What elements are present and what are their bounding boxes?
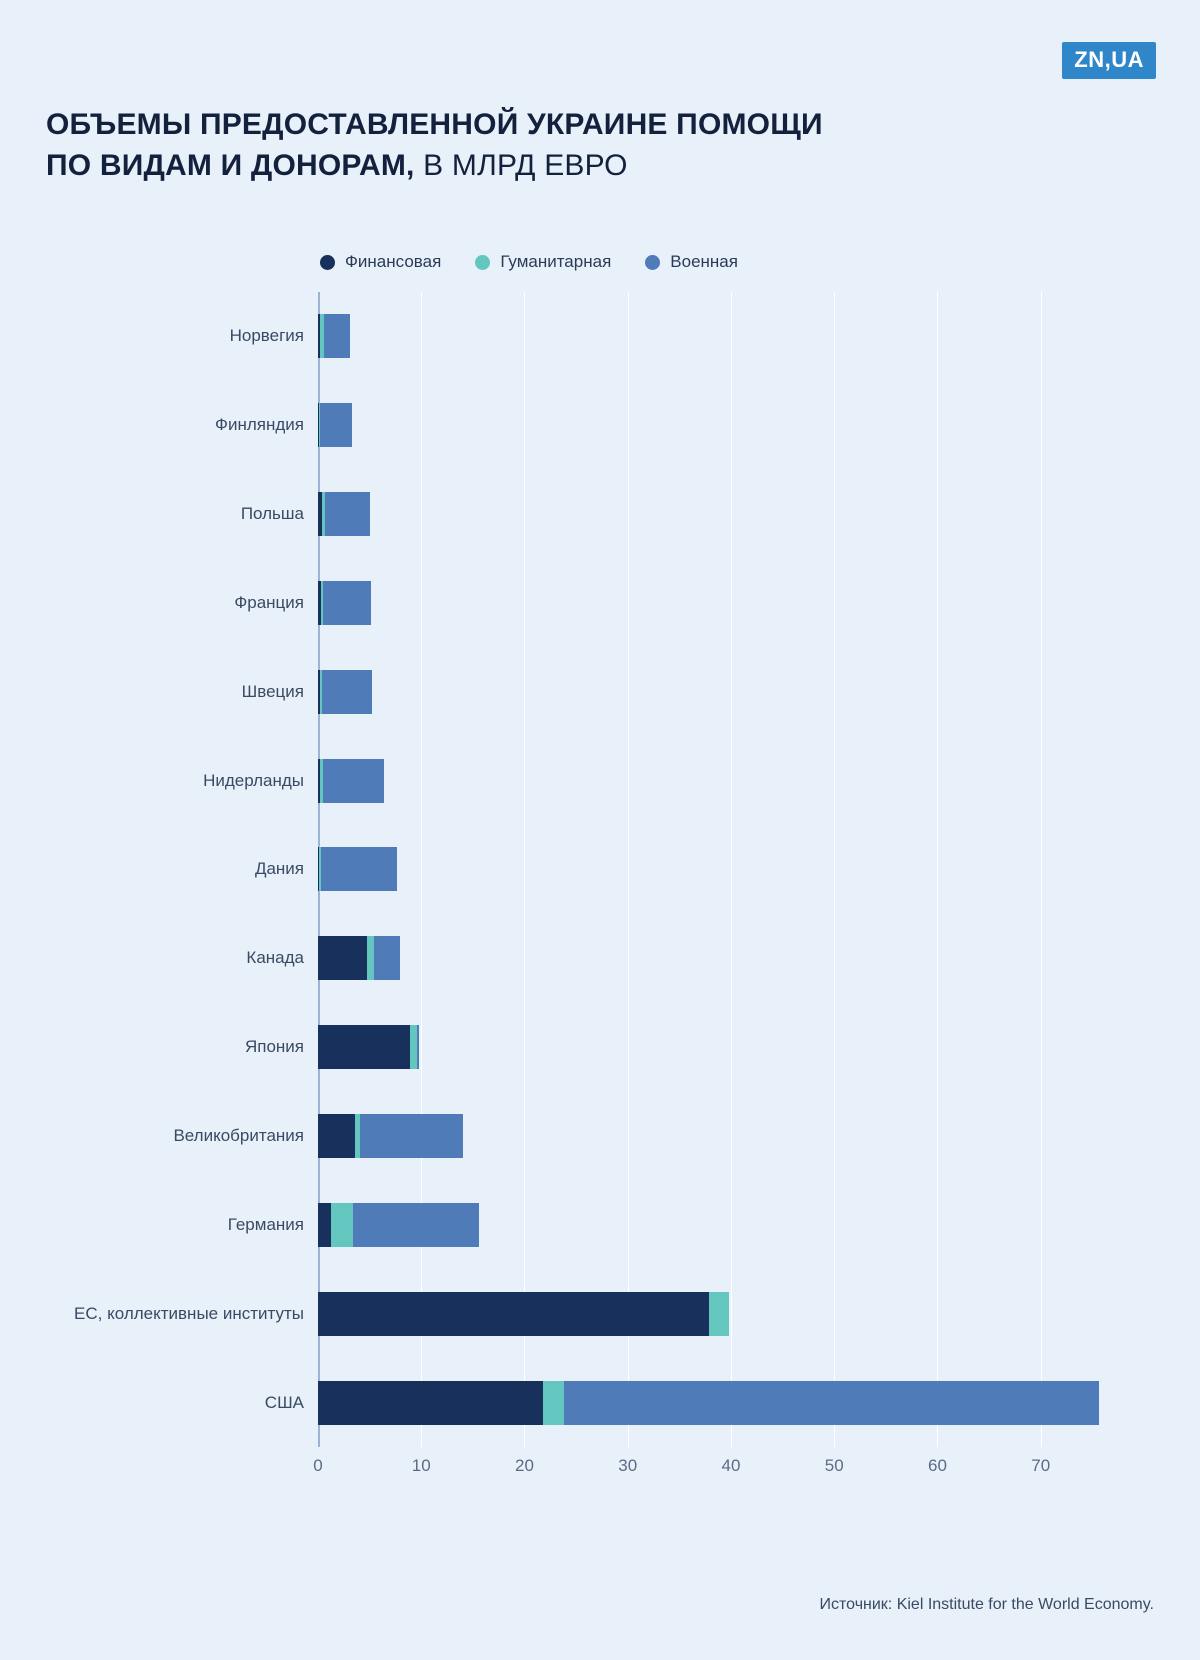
bar-segment[interactable]	[367, 936, 374, 980]
category-label: Япония	[244, 1037, 304, 1057]
bar-segment[interactable]	[360, 1114, 462, 1158]
bar-segment[interactable]	[410, 1025, 417, 1069]
chart-row	[240, 470, 1113, 559]
chart-row	[254, 825, 1113, 914]
bar-segment[interactable]	[318, 1381, 543, 1425]
bar-stack[interactable]	[318, 492, 370, 536]
legend-swatch-icon	[475, 255, 490, 270]
bar-segment[interactable]	[323, 759, 384, 803]
category-label: США	[264, 1392, 304, 1412]
legend-label: Военная	[670, 252, 738, 271]
x-axis	[313, 1450, 1113, 1490]
category-label: Нидерланды	[203, 770, 304, 790]
legend-label: Гуманитарная	[500, 252, 612, 271]
chart-row	[246, 914, 1113, 1003]
bar-stack[interactable]	[318, 759, 384, 803]
x-tick-label: 10	[411, 1456, 431, 1475]
chart-row	[227, 1180, 1113, 1269]
bar-segment[interactable]	[709, 1292, 729, 1336]
category-label: Великобритания	[173, 1126, 304, 1146]
bar-stack[interactable]	[318, 581, 371, 625]
chart-row	[229, 292, 1113, 381]
legend-swatch-icon	[320, 255, 335, 270]
bar-stack[interactable]	[318, 1114, 463, 1158]
x-tick-label: 40	[721, 1456, 741, 1475]
category-label: Финляндия	[215, 415, 304, 435]
bar-segment[interactable]	[325, 492, 369, 536]
bar-segment[interactable]	[321, 847, 397, 891]
chart-row	[234, 559, 1113, 648]
category-label: Дания	[254, 859, 304, 879]
bar-segment[interactable]	[564, 1381, 1099, 1425]
zn-ua-logo: ZN,UA	[1062, 42, 1156, 79]
chart-row	[215, 381, 1113, 470]
legend-item[interactable]	[475, 252, 611, 272]
chart-area	[46, 292, 1161, 1475]
legend-item[interactable]	[645, 252, 738, 272]
category-label: Франция	[234, 592, 304, 612]
category-label: Норвегия	[229, 326, 304, 346]
bar-stack[interactable]	[318, 670, 372, 714]
bar-stack[interactable]	[318, 1381, 1099, 1425]
bar-segment[interactable]	[318, 1292, 709, 1336]
title-line-2	[46, 145, 1046, 186]
bar-stack[interactable]	[318, 403, 352, 447]
x-tick-label: 0	[313, 1456, 323, 1475]
category-label: Германия	[227, 1214, 304, 1234]
chart-row	[173, 1092, 1113, 1181]
plot-region	[74, 292, 1113, 1447]
bar-segment[interactable]	[353, 1203, 479, 1247]
bar-segment[interactable]	[318, 1114, 355, 1158]
chart-row	[203, 736, 1113, 825]
bar-stack[interactable]	[318, 936, 400, 980]
bar-segment[interactable]	[324, 314, 350, 358]
bar-segment[interactable]	[323, 581, 370, 625]
title-line-2-light: В МЛРД ЕВРО	[414, 149, 628, 183]
chart-row	[241, 647, 1113, 736]
category-label: Канада	[246, 948, 304, 968]
chart-legend	[320, 252, 738, 272]
title-line-1: ОБЪЕМЫ ПРЕДОСТАВЛЕННОЙ УКРАИНЕ ПОМОЩИ	[46, 108, 823, 141]
bar-stack[interactable]	[318, 847, 397, 891]
bar-segment[interactable]	[374, 936, 400, 980]
bar-stack[interactable]	[318, 1203, 479, 1247]
legend-label: Финансовая	[345, 252, 442, 271]
source-note: Источник: Kiel Institute for the World Economy.	[819, 1596, 1154, 1613]
bar-segment[interactable]	[543, 1381, 564, 1425]
x-tick-label: 70	[1031, 1456, 1051, 1475]
category-label: Швеция	[241, 681, 304, 701]
x-tick-label: 60	[928, 1456, 947, 1475]
bar-segment[interactable]	[322, 670, 372, 714]
title-line-2-bold: ПО ВИДАМ И ДОНОРАМ,	[46, 149, 415, 183]
legend-item[interactable]	[320, 252, 441, 272]
bar-stack[interactable]	[318, 1292, 729, 1336]
bar-segment[interactable]	[318, 1025, 410, 1069]
bar-stack[interactable]	[318, 1025, 419, 1069]
x-tick-label: 20	[515, 1456, 534, 1475]
category-label: Польша	[240, 504, 304, 524]
x-tick-label: 30	[618, 1456, 638, 1475]
category-label: ЕС, коллективные институты	[74, 1303, 304, 1323]
chart-row	[244, 1003, 1113, 1092]
bar-segment[interactable]	[417, 1025, 419, 1069]
x-tick-label: 50	[824, 1456, 844, 1475]
bar-stack[interactable]	[318, 314, 350, 358]
legend-swatch-icon	[645, 255, 660, 270]
chart-row	[264, 1358, 1113, 1447]
bar-segment[interactable]	[318, 936, 367, 980]
chart-row	[74, 1269, 1113, 1358]
bar-segment[interactable]	[318, 1203, 331, 1247]
page-title	[46, 104, 1046, 187]
bar-segment[interactable]	[331, 1203, 353, 1247]
bar-segment[interactable]	[320, 403, 352, 447]
